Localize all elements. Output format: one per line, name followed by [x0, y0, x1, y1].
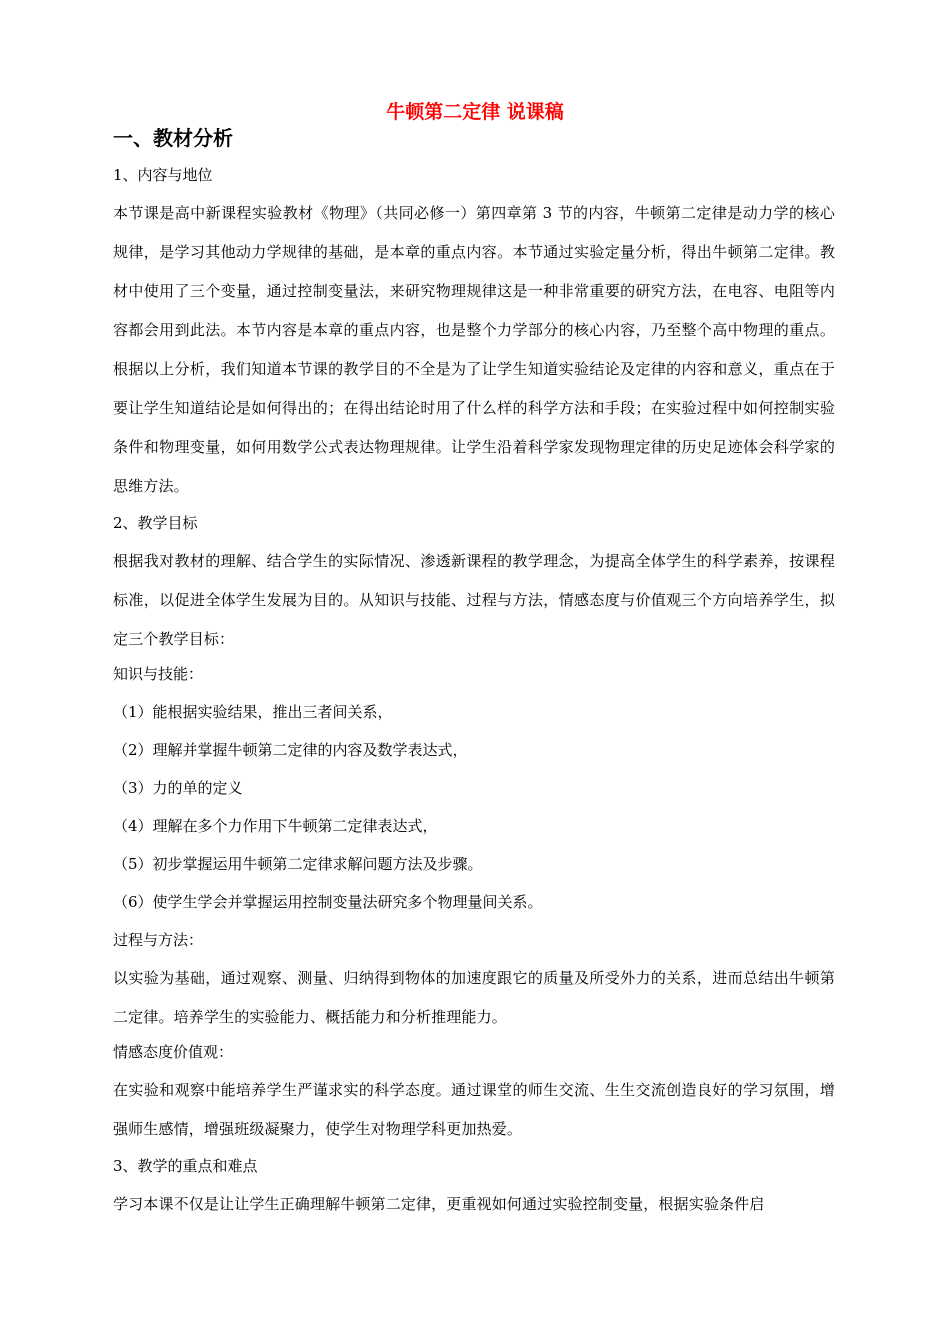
knowledge-item: （6）使学生学会并掌握运用控制变量法研究多个物理量间关系。: [113, 893, 543, 911]
document-body: [113, 164, 835, 1232]
knowledge-item: （5）初步掌握运用牛顿第二定律求解问题方法及步骤。: [113, 855, 483, 873]
label-process-method: 过程与方法：: [113, 931, 204, 949]
section-heading-textbook-analysis: 一、教材分析: [113, 126, 233, 150]
knowledge-item: （2）理解并掌握牛顿第二定律的内容及数学表达式，: [113, 741, 468, 759]
paragraph-content-position: 本节课是高中新课程实验教材《物理》（共同必修一）第四章第 3 节的内容，牛顿第二定律是动力学的核心规律，是学习其他动力学规律的基础，是本章的重点内容。本节通过实验定量分析，得出牛顿第二定律。教材中使用了三个变量，通过控制变量法，来研究物理规律这是一种非常重要的研究方法，在电容、电阻等内容都会用到此法。本节内容是本章的重点内容，也是整个力学部分的核心内容，乃至整个高中物理的重点。根据以上分析，我们知道本节课的教学目的不全是为了让学生知道实验结论及定律的内容和意义，重点在于要让学生知道结论是如何得出的；在得出结论时用了什么样的科学方法和手段；在实验过程中如何控制实验条件和物理变量，如何用数学公式表达物理规律。让学生沿着科学家发现物理定律的历史足迹体会科学家的思维方法。: [113, 204, 835, 495]
subheading-content-position: 1、内容与地位: [113, 166, 213, 184]
label-knowledge-skills: 知识与技能：: [113, 665, 204, 683]
knowledge-item: （4）理解在多个力作用下牛顿第二定律表达式，: [113, 817, 438, 835]
paragraph-emotion-values: 在实验和观察中能培养学生严谨求实的科学态度。通过课堂的师生交流、生生交流创造良好的学习氛围，增强师生感情，增强班级凝聚力，使学生对物理学科更加热爱。: [113, 1081, 835, 1138]
knowledge-item: （1）能根据实验结果，推出三者间关系，: [113, 703, 393, 721]
label-emotion-values: 情感态度价值观：: [113, 1043, 234, 1061]
document-title: 牛顿第二定律 说课稿: [386, 101, 564, 123]
paragraph-process-method: 以实验为基础，通过观察、测量、归纳得到物体的加速度跟它的质量及所受外力的关系，进而总结出牛顿第二定律。培养学生的实验能力、概括能力和分析推理能力。: [113, 969, 835, 1026]
paragraph-key-difficult-points: 学习本课不仅是让让学生正确理解牛顿第二定律，更重视如何通过实验控制变量，根据实验条件启: [113, 1195, 765, 1213]
knowledge-item: （3）力的单的定义: [113, 779, 243, 797]
subheading-teaching-goals: 2、教学目标: [113, 514, 198, 532]
paragraph-teaching-goals: 根据我对教材的理解、结合学生的实际情况、渗透新课程的教学理念，为提高全体学生的科学素养，按课程标准，以促进全体学生发展为目的。从知识与技能、过程与方法，情感态度与价值观三个方向培养学生，拟定三个教学目标：: [113, 552, 835, 648]
subheading-key-difficult-points: 3、教学的重点和难点: [113, 1157, 258, 1175]
